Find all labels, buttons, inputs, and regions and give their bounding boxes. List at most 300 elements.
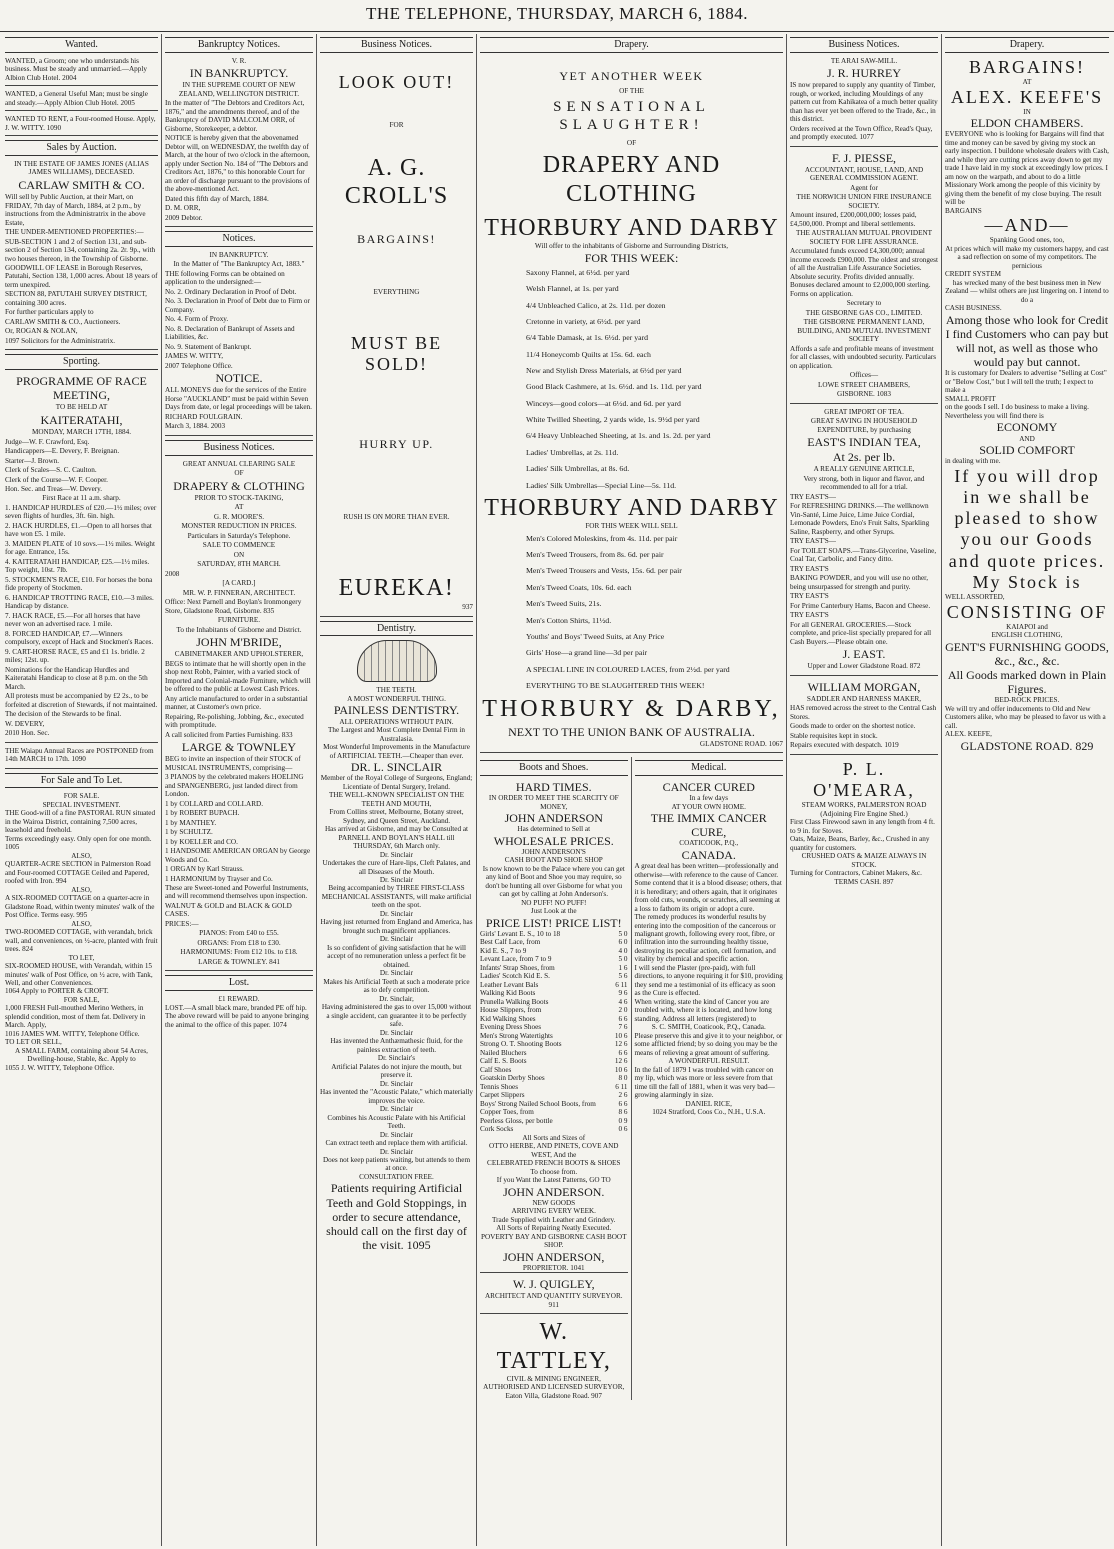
keefe-line: Spanking Good ones, too, [989, 236, 1065, 245]
will-offer-text: Will offer to the inhabitants of Gisborne and Surrounding Districts, [534, 242, 729, 251]
anderson-2-line: PROPRIETOR. 1041 [522, 1263, 585, 1272]
race-line: The decision of the Stewards to be final. [5, 710, 122, 719]
keefe-line: AND [1019, 434, 1035, 443]
price-row [480, 1117, 628, 1125]
price-value: 9 6 [618, 989, 628, 998]
section-heading-lost: Lost. [165, 975, 313, 991]
business-line: Any article manufactured to order in a substantial manner, at Customer's own price. [165, 694, 308, 712]
price-value: 4 6 [618, 997, 628, 1006]
east-line: TRY EAST'S [790, 611, 829, 620]
clothing-item-line: Men's Tweed Trousers, from 8s. 6d. per pair [526, 550, 664, 560]
auction-line: Will sell by Public Auction, at their Mart, on FRIDAY, 7th day of March, 1884, at 2 p.m., by instructions from the Administratrix in the above Estate, [5, 193, 146, 227]
price-item: Cork Socks [480, 1125, 514, 1134]
keefe-line: IN [1023, 107, 1031, 116]
anderson-line: CASH BOOT AND SHOE SHOP [504, 856, 603, 865]
for-sale-line: ALSO, [71, 885, 92, 894]
price-item: Men's Strong Watertights [480, 1031, 553, 1040]
anderson-line: IN ORDER TO MEET THE SCARCITY OF MONEY, [488, 794, 619, 811]
price-item: Peerless Gloss, per bottle [480, 1116, 553, 1125]
wanted-ad-line: WANTED, a General Useful Man; must be single and steady.—Apply Albion Club Hotel. 2005 [5, 90, 158, 111]
keefe-line: ELDON CHAMBERS. [970, 116, 1084, 131]
section-heading-bankruptcy: Bankruptcy Notices. [165, 37, 313, 53]
race-line: First Race at 11 a.m. sharp. [42, 494, 121, 503]
everything-text: EVERYTHING [373, 288, 420, 297]
anderson-line: JOHN ANDERSON'S [521, 847, 586, 856]
race-line: All protests must be accompanied by £2 2s., to be forfeited at discretion of Stewards, if not maintained. [5, 692, 158, 709]
keefe-ad [945, 57, 1109, 753]
tattley-name: W. TATTLEY, [496, 1319, 611, 1374]
eureka-text: EUREKA! [338, 574, 455, 601]
drapery-item-line: New and Stylish Dress Materials, at 6½d per yard [526, 366, 682, 376]
keefe-line: SOLID COMFORT [979, 443, 1075, 457]
piesse-line: LOWE STREET CHAMBERS, [818, 380, 910, 389]
anderson-2-line: CELEBRATED FRENCH BOOTS & SHOES [487, 1159, 621, 1168]
for-sale-line: QUARTER-ACRE SECTION in Palmerston Road and Four-roomed COTTAGE Ceiled and Papered, roofed with Iron. 994 [5, 860, 151, 886]
east-line: For REFRESHING DRINKS.—The wellknown Vin-Santé, Lime Juice, Lime Juice Cordial, Lemonade Powders, Eno's Fruit Salts, Sparkling Saline, Raspberry, and other Syrups. [790, 502, 930, 536]
notice-line: No. 3. Declaration in Proof of Debt due to Firm or Company. [165, 297, 310, 314]
boots-section [480, 757, 632, 1400]
keefe-line: on the goods I sell. I do business to make a living. Nevertheless you will find there is [945, 403, 1089, 420]
section-heading-auction: Sales by Auction. [5, 140, 158, 156]
auction-line: For further particulars apply to [5, 308, 94, 317]
anderson-2-line: OTTO HERBE, AND PINETS, COVE AND WEST, And the [489, 1142, 619, 1159]
notice-line: In the Matter of "The Bankruptcy Act, 1883." [173, 260, 305, 269]
tattley-ad [480, 1318, 628, 1400]
medical-line: DANIEL RICE, [685, 1099, 732, 1108]
business-line: WALNUT & GOLD and BLACK & GOLD CASES. [165, 901, 292, 919]
price-row [480, 938, 628, 946]
anderson-2-line: ARRIVING EVERY WEEK. [511, 1207, 596, 1216]
section-heading-drapery-7: Drapery. [945, 37, 1109, 53]
business-line: G. R. MOORE'S. [213, 512, 265, 521]
east-tea-ad [790, 408, 938, 676]
dentistry-line: A MOST WONDERFUL THING. [347, 694, 446, 703]
bankruptcy-line: Dated this fifth day of March, 1884. [165, 194, 269, 203]
notice-line: IN BANKRUPTCY. [209, 250, 269, 259]
for-this-week: FOR THIS WEEK: [584, 250, 679, 265]
price-row [480, 1006, 628, 1014]
anderson-line: Has determined to Sell at [517, 825, 591, 834]
dentistry-line: Dr. Sinclair [379, 1130, 414, 1139]
race-line: 3. MAIDEN PLATE of 10 sovs.—1½ miles. Weight for age. Entrance, 15s. [5, 539, 156, 557]
east-line: TRY EAST'S [790, 592, 829, 601]
dentistry-line: THE TEETH. [376, 686, 417, 695]
medical-line: S. C. SMITH, Coaticook, P.Q., Canada. [651, 1023, 766, 1032]
keefe-line: WELL ASSORTED, [945, 593, 1005, 602]
drapery-item-line: 6/4 Table Damask, at 1s. 6½d. per yard [526, 333, 649, 343]
race-line: Nominations for the Handicap Hurdles and Kaiteratahi Handicap to close at 8 p.m. on the 5th March. [5, 665, 148, 691]
race-line: 7. HACK RACE, £5.—For all horses that have never won an advertised race. 1 mile. [5, 611, 141, 629]
race-line: 8. FORCED HANDICAP, £7.—Winners compulsory, except of Hack and Stockmen's Races. [5, 629, 154, 647]
race-line: 2010 Hon. Sec. [5, 729, 50, 738]
business-line: Office: Next Parnell and Boylan's Ironmongery Store, Gladstone Road, Gisborne. 835 [165, 598, 302, 615]
business-line: 1 by MANTHEY. [165, 818, 217, 827]
east-line: TRY EAST'S [790, 564, 829, 573]
race-line: Handicappers—E. Devery, F. Breignan. [5, 447, 120, 456]
section-heading-dentistry: Dentistry. [320, 621, 473, 637]
dentistry-line: Dr. Sinclair [379, 850, 414, 859]
east-line: For TOILET SOAPS.—Trans-Glycerine, Vaseline, Coal Tar, Carbolic, and Fancy ditto. [790, 546, 937, 564]
dentistry-line: CONSULTATION FREE. [359, 1172, 434, 1181]
morgan-line: Stable requisites kept in stock. [790, 731, 878, 740]
east-line: J. EAST. [842, 647, 886, 662]
keefe-line: We will try and offer inducements to Old and New Customers alike, who may be pleased to favor us with a call. [945, 704, 1106, 730]
east-line: TRY EAST'S— [790, 537, 836, 546]
croll-ad [320, 57, 473, 617]
for-sale-line: 1064 Apply to PORTER & CROFT. [5, 987, 109, 996]
business-line: 1 ORGAN by Karl Strauss. [165, 865, 244, 874]
business-line: 2008 [165, 569, 180, 578]
column-2 [162, 34, 317, 1546]
business-line: GREAT ANNUAL CLEARING SALE [182, 459, 296, 468]
drapery-price-list [480, 265, 783, 494]
piesse-line: THE GISBORNE PERMANENT LAND, BUILDING, AND MUTUAL INVESTMENT SOCIETY [797, 318, 931, 344]
piesse-line: Affords a safe and profitable means of investment for all classes, with undoubted security. Particulars on application. [790, 344, 937, 370]
omeara-line: STEAM WORKS, PALMERSTON ROAD [801, 801, 927, 810]
for-sale-line: A SIX-ROOMED COTTAGE on a quarter-acre in Gladstone Road, within twenty minutes' walk of the Post Office. Terms easy. 995 [5, 894, 155, 920]
price-row [480, 1091, 628, 1099]
auction-line: GOODWILL OF LEASE in Borough Reserves, Patutahi, Section 138, 1,000 acres. About 18 years of term unexpired. [5, 263, 158, 289]
section-heading-notices: Notices. [165, 231, 313, 247]
lost-line: £1 REWARD. [218, 995, 260, 1004]
east-line: BAKING POWDER, and you will use no other, being unsurpassed for strength and purity. [790, 574, 929, 591]
bankruptcy-line: D. M. ORR, [165, 204, 201, 213]
price-value: 6 11 [615, 1082, 628, 1091]
medical-line: In a few days [689, 794, 729, 803]
price-item: Leather Levant Bals [480, 980, 539, 989]
business-line: PRICES:— [165, 919, 199, 928]
price-value: 6 6 [618, 1048, 628, 1057]
business-ads [165, 460, 313, 972]
medical-line: In the fall of 1879 I was troubled with cancer on my lip, which was more or less severe from that time till the fall of 1881, when it was very bad—growing alarmingly in size. [634, 1065, 775, 1100]
drapery-item-line: Ladies' Silk Umbrellas—Special Line—5s. 11d. [526, 480, 677, 490]
east-line: For all GENERAL GROCERIES.—Stock complete, and price-list specially prepared for all Cash Buyers.—Please obtain one. [790, 620, 932, 646]
price-item: Calf E. S. Boots [480, 1057, 527, 1066]
east-line: At 2s. per lb. [832, 450, 896, 465]
column-1 [2, 34, 162, 1546]
notices-list [165, 251, 313, 436]
omeara-ad [790, 759, 938, 886]
quigley-ad [480, 1272, 628, 1314]
price-item: Levant Lace, from 7 to 9 [480, 955, 552, 964]
wanted-ad-line: WANTED TO RENT, a Four-roomed House. Apply, J. W. WITTY. 1090 [5, 115, 158, 136]
notice-line: No. 2. Ordinary Declaration in Proof of Debt. [165, 287, 297, 296]
bankruptcy-line: IN THE SUPREME COURT OF NEW ZEALAND, WELLINGTON DISTRICT. [178, 81, 300, 98]
dentistry-line: The Largest and Most Complete Dental Firm in Australasia. [327, 726, 465, 743]
east-line: Very strong, both in liquor and flavor, and recommended to all for a trial. [803, 474, 925, 492]
business-line: 3 PIANOS by the celebrated makers HOELING and SPANGENBERG, just landed direct from London. [165, 773, 304, 799]
for-this-week-will-sell: FOR THIS WEEK WILL SELL [585, 522, 678, 531]
business-line: Particulars in Saturday's Telephone. [187, 531, 291, 540]
morgan-line: SADDLER AND HARNESS MAKER, [806, 694, 922, 703]
race-line: W. DEVERY, [5, 719, 45, 728]
medical-line: A WONDERFUL RESULT. [668, 1057, 750, 1066]
notice-line: March 3, 1884. 2003 [165, 422, 226, 431]
business-line: MONSTER REDUCTION IN PRICES. [181, 522, 297, 531]
for-sale-line: SPECIAL INVESTMENT. [42, 800, 121, 809]
section-heading-for-sale: For Sale and To Let. [5, 773, 158, 789]
omeara-line: P. L. O'MEARA, [813, 758, 915, 800]
price-item: Kid Walking Shoes [480, 1014, 536, 1023]
medical-section [632, 757, 784, 1400]
section-heading-business-6: Business Notices. [790, 37, 938, 53]
price-row [480, 947, 628, 955]
price-row [480, 981, 628, 989]
price-value: 6 0 [618, 938, 628, 947]
medical-line: CANADA. [681, 847, 736, 862]
business-line: MR. W. P. FINNERAN, ARCHITECT. [182, 588, 296, 597]
business-line: BEGS to intimate that he will shortly open in the shop next Robb, Painter, with a varied stock of Imported and Colonial-made Furniture, which will be offered to the public at Lowest Cash Prices. [165, 659, 311, 694]
east-line: A REALLY GENUINE ARTICLE, [813, 465, 915, 474]
anderson-line: JOHN ANDERSON [504, 811, 603, 826]
business-line: OF [234, 469, 244, 478]
business-line: PRIOR TO STOCK-TAKING, [194, 493, 284, 502]
race-line: 6. HANDICAP TROTTING RACE, £10.—3 miles. Handicap by distance. [5, 593, 154, 611]
rush-text: RUSH IS ON MORE THAN EVER. [343, 513, 450, 522]
price-row [480, 1023, 628, 1031]
auction-line: SECTION 88, PATUTAHI SURVEY DISTRICT, containing 300 acres. [5, 290, 147, 307]
dentistry-line: Dr. Sinclair [379, 969, 414, 978]
section-heading-drapery: Drapery. [480, 37, 783, 53]
clothing-price-list [480, 531, 783, 695]
piesse-line: Agent for [850, 183, 878, 192]
business-line: DRAPERY & CLOTHING [173, 478, 305, 493]
keefe-line: SMALL PROFIT [945, 394, 996, 403]
clothing-item-line: Men's Tweed Suits, 21s. [526, 599, 602, 609]
price-item: Strong O. T. Shooting Boots [480, 1040, 562, 1049]
wanted-ad-line: WANTED, a Groom; one who understands his business. Must be steady and unmarried.—Apply Albion Club Hotel. 2004 [5, 57, 158, 86]
east-line: For Prime Canterbury Hams, Bacon and Cheese. [790, 601, 931, 610]
price-value: 8 0 [618, 1074, 628, 1083]
keefe-line: ENGLISH CLOTHING, [991, 631, 1063, 640]
price-row [480, 1108, 628, 1116]
auction-line: CARLAW SMITH & CO. [18, 177, 145, 192]
price-value: 0 9 [618, 1116, 628, 1125]
medical-line: Please preserve this and give it to your neighbor, or some afflicted friend; by so doing you may be the means of relieving a great amount of suffering. [634, 1031, 783, 1057]
dentistry-line: Dr. Sinclair [379, 1105, 414, 1114]
dentistry-line: THE WELL-KNOWN SPECIALIST ON THE TEETH AND MOUTH, [329, 791, 464, 808]
newspaper-columns [2, 34, 1112, 1546]
medical-line: CANCER CURED [662, 780, 755, 795]
drapery-item-line: 6/4 Heavy Unbleached Sheeting, at 1s. and 1s. 2d. per yard [526, 431, 711, 441]
keefe-line: It is customary for Dealers to advertise "Selling at Cost" or "Below Cost," but I will tell the truth; I expect to make a [945, 369, 1107, 395]
price-value: 0 6 [618, 1125, 628, 1134]
price-value: 6 6 [618, 1014, 628, 1023]
bankruptcy-line: V. R. [231, 56, 247, 65]
piesse-line: THE NORWICH UNION FIRE INSURANCE SOCIETY. [796, 193, 932, 210]
quigley-profession: ARCHITECT AND QUANTITY SURVEYOR. 911 [484, 1292, 623, 1309]
dentistry-line: Having administered the gas to over 15,000 without a single accident, can guarantee it to be perfectly safe. [321, 1003, 472, 1029]
race-line: PROGRAMME OF RACE MEETING, [16, 374, 147, 403]
thorbury-darby-1: THORBURY AND DARBY [484, 214, 779, 241]
newspaper-masthead: THE TELEPHONE, THURSDAY, MARCH 6, 1884. [0, 4, 1114, 32]
wanted-ads [5, 57, 158, 136]
dentistry-line: Dr. Sinclair's [377, 1054, 416, 1063]
medical-line: I will send the Plaster (pre-paid), with full directions, to anyone requiring it for $10, providing they send me a testimonial of its efficacy as soon as the Cure is effected. [634, 963, 783, 998]
keefe-line: If you will drop in we shall be pleased to show you our Goods and quote prices. My Stock is [948, 465, 1106, 592]
for-sale-line: 1055 J. W. WITTY, Telephone Office. [5, 1063, 115, 1072]
price-item: Best Calf Lace, from [480, 938, 541, 947]
morgan-line: Repairs executed with despatch. 1019 [790, 741, 899, 750]
bankruptcy-line: IN BANKRUPTCY. [189, 66, 289, 81]
notice-line: No. 9. Statement of Bankrupt. [165, 342, 252, 351]
auction-line: CARLAW SMITH & CO., Auctioneers. [5, 317, 121, 326]
business-line: 1 by SCHULTZ. [165, 828, 213, 837]
east-line: GREAT SAVING IN HOUSEHOLD EXPENDITURE, by purchasing [810, 417, 918, 434]
section-heading-medical: Medical. [635, 760, 784, 776]
notice-line: No. 8. Declaration of Bankrupt of Assets and Liabilities, &c. [165, 324, 295, 342]
teeth-illustration [357, 640, 437, 682]
of-the-text: OF THE [619, 86, 644, 95]
piesse-line: THE GISBORNE GAS CO., LIMITED. [805, 308, 923, 317]
price-value: 12 6 [614, 1057, 628, 1066]
yet-another-week: YET ANOTHER WEEK [559, 68, 704, 83]
sawmill-line: TE ARAI SAW-MILL. [830, 56, 898, 65]
price-value: 2 0 [618, 1006, 628, 1015]
dentistry-line: Makes his Artificial Teeth at such a moderate price as to defy competition. [323, 977, 470, 995]
anderson-2-line: All Sorts of Repairing Neatly Executed. [496, 1224, 612, 1233]
anderson-line: NO PUFF! NO PUFF! [521, 898, 587, 907]
for-sale-line: Terms exceedingly easy. Only open for one month. 1005 [5, 834, 152, 852]
dentistry-line: Combines his Acoustic Palate with his Artificial Teeth. [327, 1113, 466, 1131]
for-sale-line: 1,000 FRESH Full-mouthed Merino Wethers, in splendid condition, most of them fat. Delivery in March. Apply, [5, 1004, 146, 1030]
dentistry-line: Has invented the Anthæmathesic fluid, for the painless extraction of teeth. [330, 1037, 463, 1054]
sawmill-line: J. R. HURREY [826, 66, 901, 81]
business-line: A call solicited from Parties Furnishing. 833 [165, 730, 293, 739]
business-line: SALE TO COMMENCE [202, 541, 276, 550]
anderson-ad [480, 780, 628, 930]
price-row [480, 1083, 628, 1091]
piesse-line: ACCOUNTANT, HOUSE, LAND, AND GENERAL COMMISSION AGENT. [804, 165, 924, 183]
price-item: Walking Kid Boots [480, 989, 536, 998]
notice-line: THE following Forms can be obtained on application to the undersigned:— [165, 269, 285, 287]
keefe-line: &c., &c., &c. [994, 653, 1060, 668]
clothing-item-line: Men's Tweed Trousers and Vests, 15s. 6d. per pair [526, 566, 682, 576]
anderson-line: Is now known to be the Palace where you can get any kind of Boot and Shoe you may require, so don't be hunting all over Gisborne for what you can get by calling at John Anderson's. [482, 864, 625, 899]
business-line: PIANOS: From £40 to £55. [199, 929, 279, 938]
must-be-sold-text: MUST BE SOLD! [350, 332, 443, 375]
thorbury-ad [480, 57, 783, 265]
tattley-title: CIVIL & MINING ENGINEER, [506, 1374, 601, 1383]
auction-line: SUB-SECTION 1 and 2 of Section 131, and sub-section 2 of Section 134, containing 2a. 2r. 9p., with two houses thereon, in the Township of Gisborne. [5, 237, 156, 263]
for-sale-line: ALSO, [71, 919, 92, 928]
section-heading-wanted: Wanted. [5, 37, 158, 53]
drapery-item-line: Saxony Flannel, at 6½d. per yard [526, 267, 630, 277]
keefe-line: Among those who look for Credit I find Customers who can pay but will not, as well as those who would pay but cannot. [945, 312, 1109, 370]
business-line: AT [234, 503, 244, 512]
column-7 [942, 34, 1112, 1546]
column-3 [317, 34, 477, 1546]
hurry-up-text: HURRY UP. [359, 437, 434, 452]
business-line: ORGANS: From £18 to £30. [197, 938, 281, 947]
drapery-item-line: 4/4 Unbleached Calico, at 2s. 11d. per dozen [526, 300, 666, 310]
for-sale-line: THE Good-will of a fine PASTORAL RUN situated in the Wairoa District, containing 7,500 acres, leasehold and freehold. [5, 809, 156, 835]
price-item: Boys' Strong Nailed School Boots, from [480, 1099, 596, 1108]
keefe-line: BARGAINS [945, 206, 982, 215]
dentistry-line: PAINLESS DENTISTRY. [333, 703, 460, 718]
notice-line: 2007 Telephone Office. [165, 361, 233, 370]
keefe-line: CONSISTING OF [946, 601, 1108, 622]
piesse-line: Amount insured, £200,000,000; losses paid, £4,500,000. Prompt and liberal settlements. [790, 211, 917, 228]
tattley-license: AUTHORISED AND LICENSED SURVEYOR, [483, 1383, 625, 1392]
keefe-line: KAIAPOI and [1006, 622, 1048, 631]
for-sale-line: TO LET, [68, 953, 95, 962]
bankruptcy-line: 2009 Debtor. [165, 213, 203, 222]
race-line: 5. STOCKMEN'S RACE, £10. For horses the bona fide property of Stockmen. [5, 575, 153, 593]
price-value: 4 0 [618, 946, 628, 955]
price-row [480, 1015, 628, 1023]
for-sale-ads [5, 792, 158, 1072]
keefe-line: BED-ROCK PRICES. [994, 696, 1060, 705]
dentistry-line: From Collins street, Melbourne, Botany street, Sydney, and Queen Street, Auckland. [329, 808, 464, 825]
dentistry-ad [320, 686, 473, 1252]
medical-line: The remedy produces its wonderful results by entering into the composition of the cancerous or malignant growth, following every root, fibre, or infiltration into the surrounding healthy tissue, destroying its peculiar action, cell formation, and vitality by chemical and specific action. [634, 913, 776, 964]
price-value: 2 6 [618, 1091, 628, 1100]
keefe-line: GENT'S FURNISHING GOODS, [945, 639, 1109, 654]
dentistry-line: Can extract teeth and replace them with artificial. [325, 1139, 468, 1148]
lost-line: LOST.—A small black mare, branded PE off hip. The above reward will be paid to anyone bringing the animal to the office of this paper. 1074 [165, 1003, 309, 1029]
price-item: Nailed Bluchers [480, 1048, 527, 1057]
lost-notice [165, 995, 313, 1029]
race-programme [5, 374, 158, 742]
sawmill-ad [790, 57, 938, 147]
dentistry-line: Dr. Sinclair [379, 1079, 414, 1088]
anderson-line: HARD TIMES. [515, 780, 592, 795]
price-value: 10 6 [614, 1031, 628, 1040]
bankruptcy-notice [165, 57, 313, 227]
omeara-line: (Adjoining Fire Engine Shed.) [820, 809, 908, 818]
clothing-item-line: Youths' and Boys' Tweed Suits, at Any Price [526, 631, 665, 641]
medical-line: AT YOUR OWN HOME. [671, 802, 746, 811]
race-line: 9. CART-HORSE RACE, £5 and £1 1s. bridle. 2 miles; 12st. up. [5, 647, 145, 665]
dentistry-line: Being accompanied by THREE FIRST-CLASS MECHANICAL ASSISTANTS, will make artificial teeth on the spot. [321, 884, 472, 910]
price-item: Calf Shoes [480, 1065, 512, 1074]
price-row [480, 1100, 628, 1108]
business-line: Repairing, Re-polishing, Jobbing, &c., executed with promptitude. [165, 712, 304, 730]
piesse-line: THE AUSTRALIAN MUTUAL PROVIDENT SOCIETY FOR LIFE ASSURANCE. [795, 229, 933, 246]
next-to-union-bank: NEXT TO THE UNION BANK OF AUSTRALIA. [508, 724, 755, 739]
race-line: Hon. Sec. and Treas—W. Devery. [5, 485, 103, 493]
business-line: FURNITURE. [217, 616, 261, 625]
business-line: HARMONIUMS: From £12 10s. to £18. [180, 948, 298, 957]
bankruptcy-line: In the matter of "The Debtors and Creditors Act, 1876," and the amendments thereof, and of the Bankruptcy of DAVID MALCOLM ORR, of Gisborne, Storekeeper, a debtor. [165, 99, 305, 133]
quigley-name: W. J. QUIGLEY, [512, 1277, 595, 1292]
east-line: EAST'S INDIAN TEA, [807, 435, 921, 450]
business-line: SATURDAY, 8TH MARCH. [197, 560, 281, 569]
business-line: 1 by COLLARD and COLLARD. [165, 799, 264, 808]
price-item: Infants' Strap Shoes, from [480, 963, 555, 972]
notice-line: No. 4. Form of Proxy. [165, 315, 229, 324]
keefe-line: has wrecked many of the best business men in New Zealand — whilst others are just lingering on. I intend to do a [945, 278, 1109, 304]
for-sale-line: A SMALL FARM, containing about 54 Acres, Dwelling-house, Stable, &c. Apply to [15, 1046, 148, 1064]
price-row [480, 964, 628, 972]
business-line: LARGE & TOWNLEY. 841 [198, 957, 280, 966]
drapery-item-line: Winceys—good colors—at 6½d. and 6d. per yard [526, 398, 681, 408]
anderson-2-line: JOHN ANDERSON. [503, 1184, 605, 1199]
morgan-line: WILLIAM MORGAN, [807, 679, 921, 694]
anderson-ad-2 [480, 1134, 628, 1273]
business-line: 1 HANDSOME AMERICAN ORGAN by George Woods and Co. [165, 847, 311, 864]
boot-price-list [480, 930, 628, 1134]
price-row [480, 1066, 628, 1074]
keefe-line: ALEX. KEEFE, [945, 730, 992, 739]
keefe-line: ECONOMY [996, 420, 1058, 435]
race-line: 2. HACK HURDLES, £1.—Open to all horses that have won £5. 1 mile. [5, 521, 152, 539]
croll-ad-number: 937 [462, 603, 473, 612]
omeara-line: Turning for Contractors, Cabinet Makers, &c. [790, 869, 922, 878]
keefe-line: —AND— [984, 215, 1070, 236]
dentistry-line: Has invented the "Acoustic Palate," which materially improves the voice. [320, 1088, 473, 1105]
